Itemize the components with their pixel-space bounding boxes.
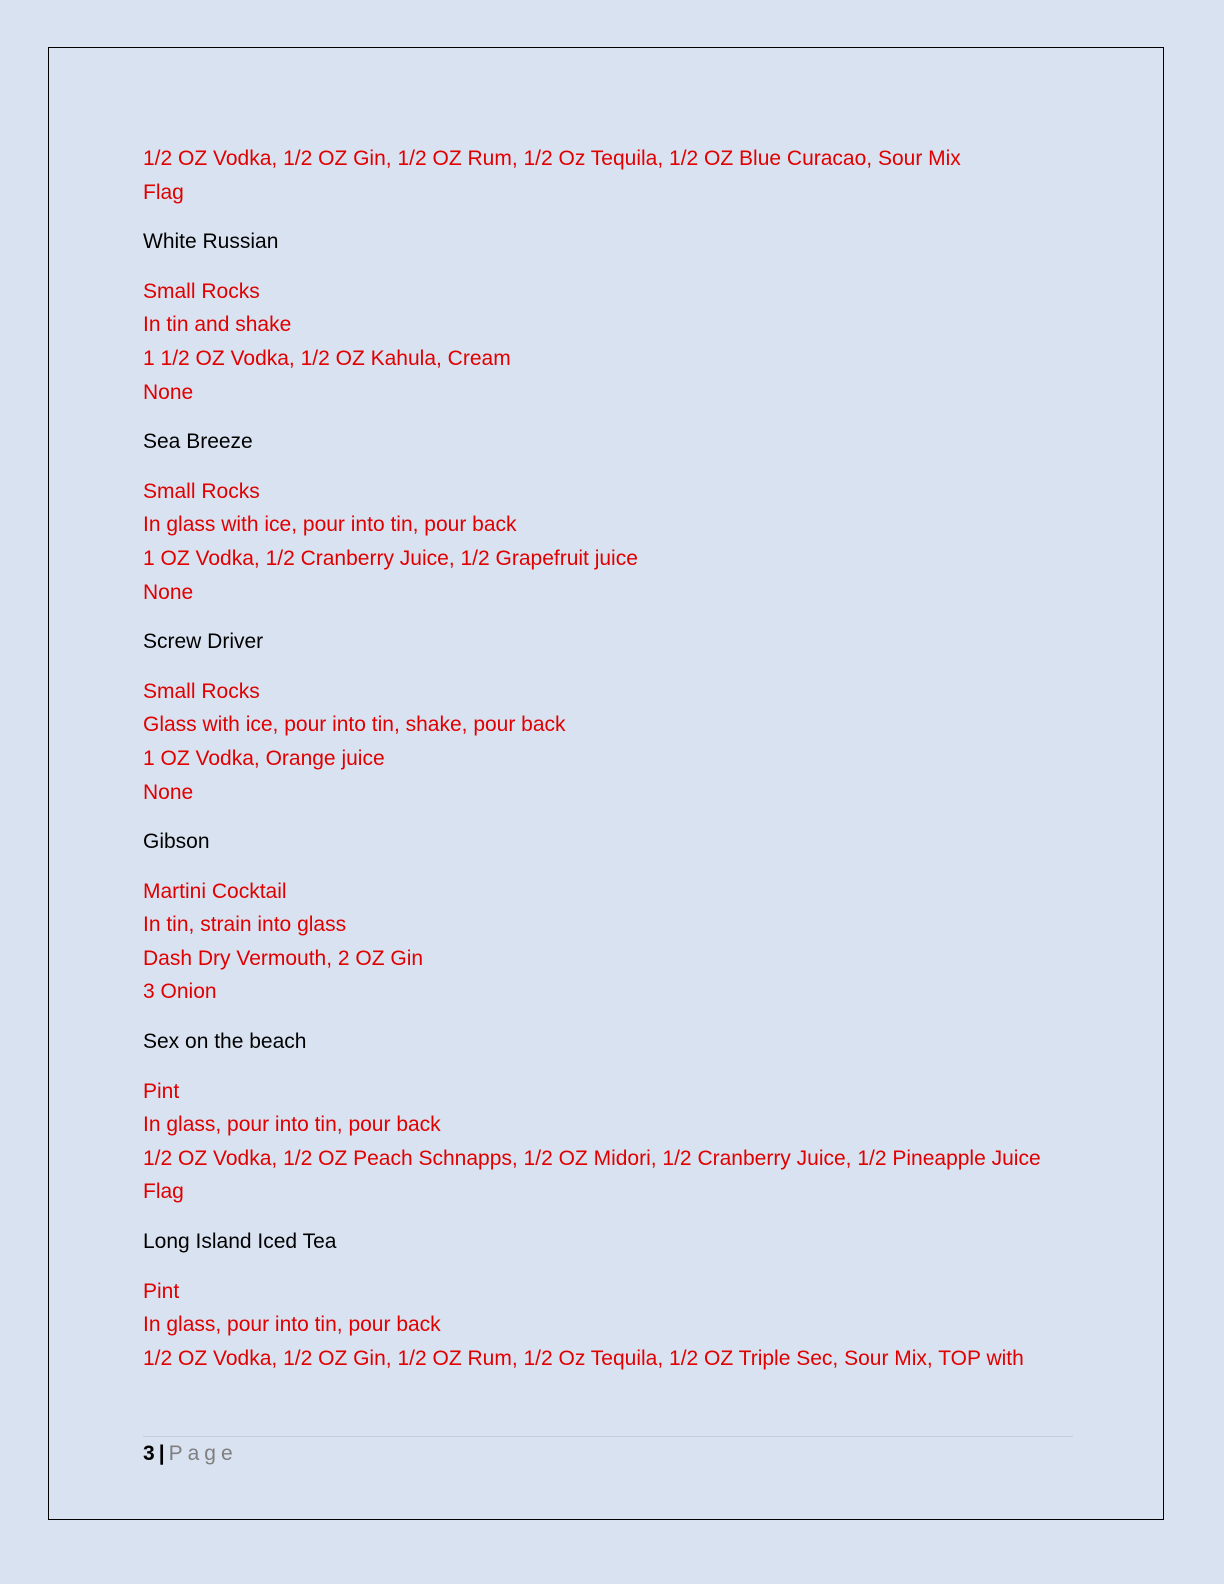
recipe-detail-line: Martini Cocktail (143, 879, 287, 903)
recipe-detail-line: In tin and shake (143, 313, 292, 337)
recipe-detail-line: Glass with ice, pour into tin, shake, pour back (143, 713, 566, 737)
recipe-detail-line: Pint (143, 1279, 180, 1303)
recipe-detail-line: None (143, 380, 194, 404)
recipe-detail-line: Flag (143, 180, 184, 204)
drink-name: Sea Breeze (143, 430, 253, 454)
recipe-content (143, 142, 1083, 1375)
recipe-detail-line: In tin, strain into glass (143, 913, 347, 937)
recipe-detail-line: Dash Dry Vermouth, 2 OZ Gin (143, 946, 424, 970)
recipe-detail-line: In glass, pour into tin, pour back (143, 1113, 441, 1137)
page-label: Page (168, 1442, 238, 1465)
drink-name: Screw Driver (143, 630, 264, 654)
recipe-detail-line: 1/2 OZ Vodka, 1/2 OZ Gin, 1/2 OZ Rum, 1/2 Oz Tequila, 1/2 OZ Triple Sec, Sour Mix, TOP with (143, 1346, 1024, 1370)
page-footer (143, 1440, 238, 1468)
recipe-detail-line: Small Rocks (143, 479, 260, 503)
recipe-detail-line: Flag (143, 1180, 184, 1204)
drink-name: Gibson (143, 830, 210, 854)
recipe-detail-line: In glass, pour into tin, pour back (143, 1313, 441, 1337)
drink-name: Long Island Iced Tea (143, 1230, 337, 1254)
recipe-detail-line: Small Rocks (143, 679, 260, 703)
recipe-detail-line: 1 OZ Vodka, 1/2 Cranberry Juice, 1/2 Grapefruit juice (143, 546, 638, 570)
recipe-detail-line: Small Rocks (143, 279, 260, 303)
footer-divider (143, 1436, 1073, 1437)
footer-separator: | (158, 1442, 165, 1465)
recipe-detail-line: In glass with ice, pour into tin, pour back (143, 513, 517, 537)
recipe-detail-line: Pint (143, 1079, 180, 1103)
recipe-detail-line: 1 1/2 OZ Vodka, 1/2 OZ Kahula, Cream (143, 346, 511, 370)
page-number: 3 (143, 1442, 155, 1465)
recipe-detail-line: 3 Onion (143, 980, 217, 1004)
recipe-detail-line: 1/2 OZ Vodka, 1/2 OZ Peach Schnapps, 1/2 OZ Midori, 1/2 Cranberry Juice, 1/2 Pineapple Juice (143, 1146, 1041, 1170)
recipe-detail-line: None (143, 780, 194, 804)
drink-name: White Russian (143, 230, 279, 254)
recipe-detail-line: 1/2 OZ Vodka, 1/2 OZ Gin, 1/2 OZ Rum, 1/2 Oz Tequila, 1/2 OZ Blue Curacao, Sour Mix (143, 147, 961, 170)
recipe-detail-line: 1 OZ Vodka, Orange juice (143, 746, 385, 770)
recipe-detail-line: None (143, 580, 194, 604)
drink-name: Sex on the beach (143, 1030, 307, 1054)
